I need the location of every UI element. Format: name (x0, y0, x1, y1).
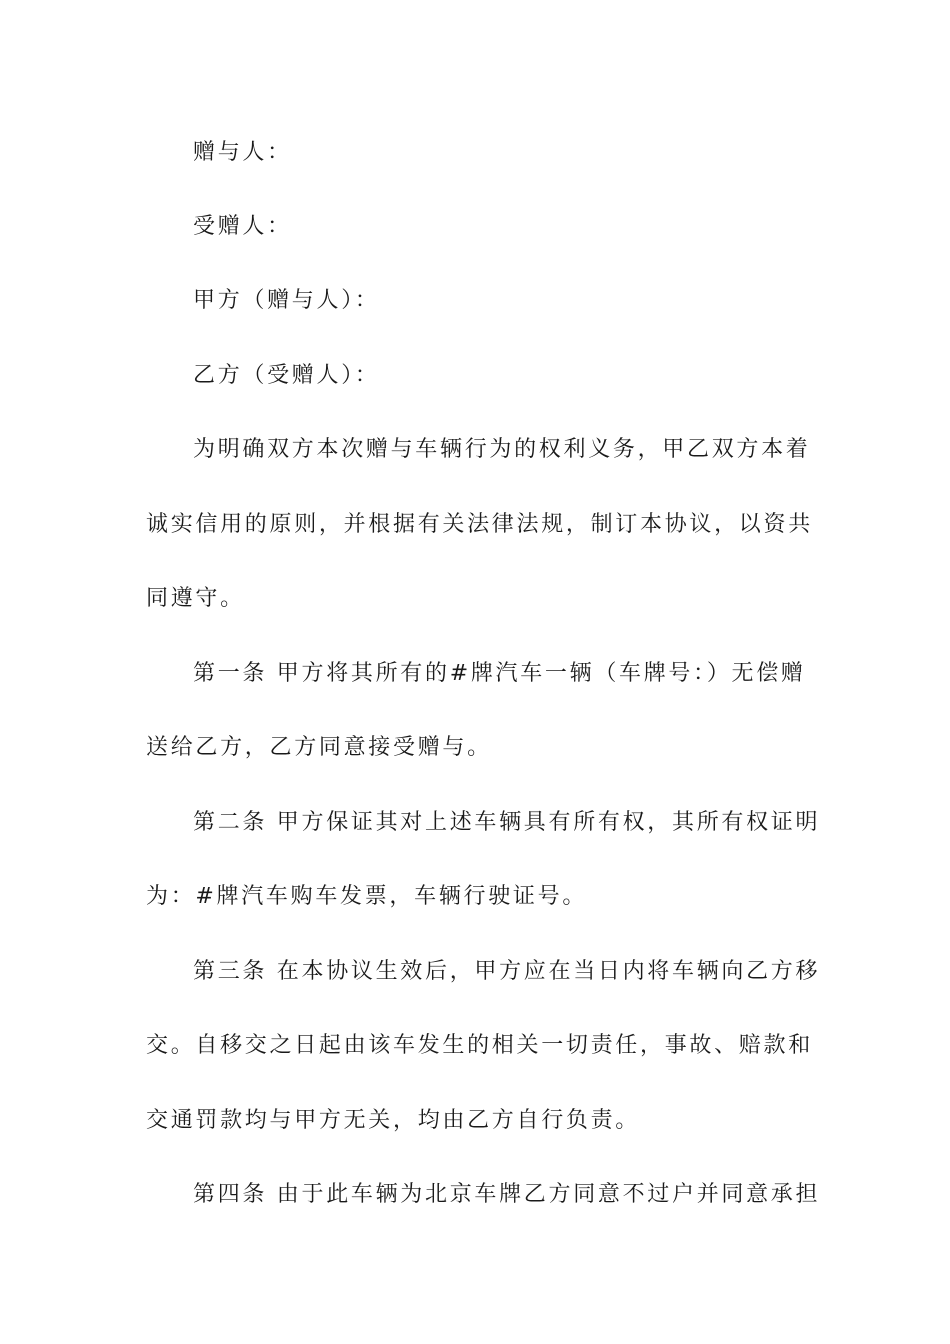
article-2-line-2: 为：#牌汽车购车发票，车辆行驶证号。 (146, 884, 588, 909)
article-1-line-2: 送给乙方，乙方同意接受赠与。 (146, 735, 492, 760)
preamble-line-1: 为明确双方本次赠与车辆行为的权利义务，甲乙双方本着 (193, 437, 811, 462)
article-3-line-1: 第三条 在本协议生效后，甲方应在当日内将车辆向乙方移 (193, 959, 821, 984)
recipient-label: 受赠人： (193, 214, 292, 239)
article-1-line-1: 第一条 甲方将其所有的#牌汽车一辆（车牌号：）无偿赠 (193, 661, 806, 686)
donor-label: 赠与人： (193, 140, 292, 165)
article-4-line-1: 第四条 由于此车辆为北京车牌乙方同意不过户并同意承担 (193, 1182, 821, 1207)
preamble-line-3: 同遵守。 (146, 586, 245, 611)
preamble-line-2: 诚实信用的原则，并根据有关法律法规，制订本协议，以资共 (146, 512, 813, 537)
article-2-line-1: 第二条 甲方保证其对上述车辆具有所有权，其所有权证明 (193, 810, 821, 835)
party-b-label: 乙方（受赠人）： (193, 363, 380, 388)
article-3-line-3: 交通罚款均与甲方无关，均由乙方自行负责。 (146, 1108, 641, 1133)
article-3-line-2: 交。自移交之日起由该车发生的相关一切责任，事故、赔款和 (146, 1033, 813, 1058)
party-a-label: 甲方（赠与人）： (193, 288, 380, 313)
